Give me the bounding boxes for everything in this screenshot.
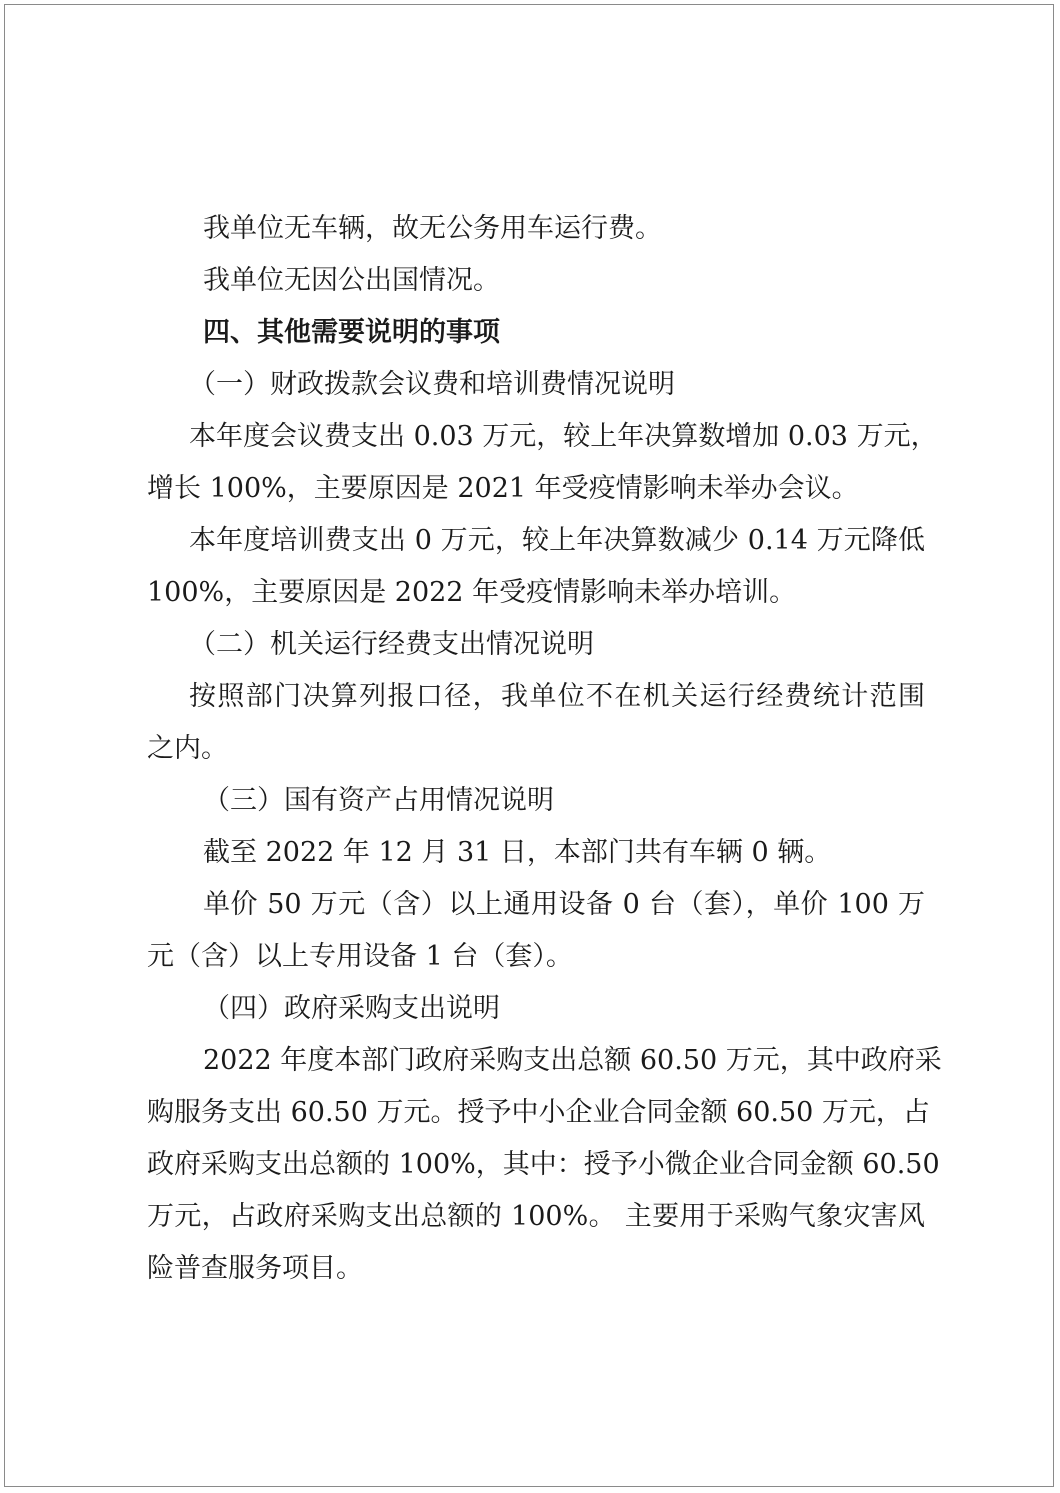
paragraph-assets-equipment-line-1: 单价 50 万元（含）以上通用设备 0 台（套），单价 100 万 bbox=[203, 889, 925, 920]
subheading-state-assets: （三）国有资产占用情况说明 bbox=[203, 785, 554, 816]
paragraph-procurement-line-5: 险普查服务项目。 bbox=[147, 1253, 363, 1284]
paragraph-meeting-line-1: 本年度会议费支出 0.03 万元，较上年决算数增加 0.03 万元， bbox=[189, 421, 938, 452]
paragraph-procurement-line-2: 购服务支出 60.50 万元。授予中小企业合同金额 60.50 万元，占 bbox=[147, 1097, 930, 1128]
paragraph-training-line-1: 本年度培训费支出 0 万元，较上年决算数减少 0.14 万元降低 bbox=[189, 525, 925, 556]
paragraph-procurement-line-4: 万元，占政府采购支出总额的 100%。 主要用于采购气象灾害风 bbox=[147, 1201, 925, 1232]
subheading-procurement: （四）政府采购支出说明 bbox=[203, 993, 500, 1024]
document-page bbox=[4, 4, 1054, 1487]
paragraph-procurement-line-3: 政府采购支出总额的 100%，其中：授予小微企业合同金额 60.50 bbox=[147, 1149, 940, 1180]
paragraph-training-line-2: 100%，主要原因是 2022 年受疫情影响未举办培训。 bbox=[147, 577, 797, 608]
paragraph-assets-vehicles: 截至 2022 年 12 月 31 日，本部门共有车辆 0 辆。 bbox=[203, 837, 832, 868]
paragraph-meeting-line-2: 增长 100%，主要原因是 2021 年受疫情影响未举办会议。 bbox=[147, 473, 859, 504]
subheading-operating-funds: （二）机关运行经费支出情况说明 bbox=[189, 629, 594, 660]
paragraph-operating-line-2: 之内。 bbox=[147, 733, 228, 764]
paragraph-procurement-line-1: 2022 年度本部门政府采购支出总额 60.50 万元，其中政府采 bbox=[203, 1045, 942, 1076]
paragraph-assets-equipment-line-2: 元（含）以上专用设备 1 台（套）。 bbox=[147, 941, 573, 972]
section-heading-other-matters: 四、其他需要说明的事项 bbox=[203, 317, 500, 348]
paragraph-operating-line-1: 按照部门决算列报口径，我单位不在机关运行经费统计范围 bbox=[189, 681, 925, 712]
subheading-meeting-training: （一）财政拨款会议费和培训费情况说明 bbox=[189, 369, 675, 400]
paragraph-no-vehicle: 我单位无车辆，故无公务用车运行费。 bbox=[203, 213, 662, 244]
paragraph-no-overseas: 我单位无因公出国情况。 bbox=[203, 265, 500, 296]
